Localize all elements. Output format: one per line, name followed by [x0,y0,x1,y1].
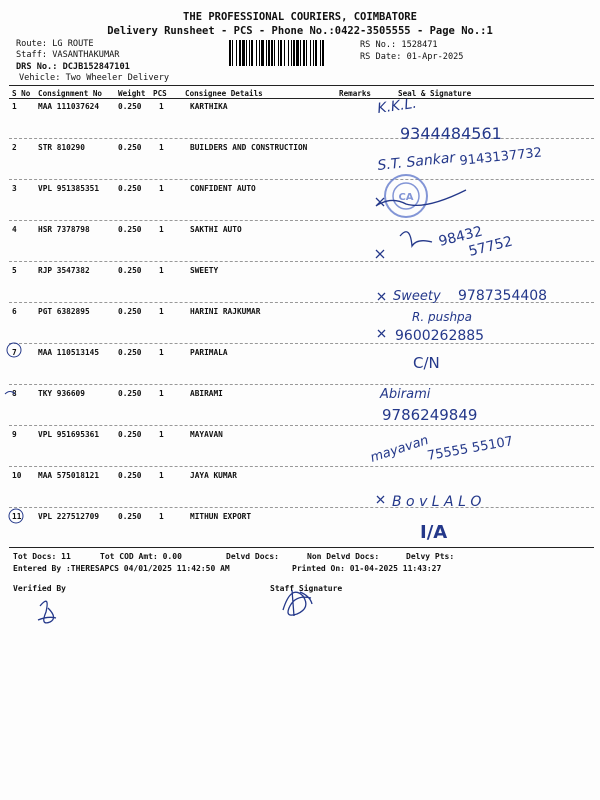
hw-row4-phone-a: 98432 [437,223,485,250]
cell-consignment: HSR 7378798 [38,225,90,234]
cell-consignee: KARTHIKA [190,102,228,111]
hw-row2-name: S.T. Sankar [376,149,456,174]
hw-row5-phone: 9787354408 [458,288,548,304]
cell-weight: 0.250 [118,184,142,193]
header-rule-bottom [9,98,594,99]
verified-by-label: Verified By [13,584,66,593]
row-divider [9,179,594,180]
cell-consignee: PARIMALA [190,348,228,357]
company-title: THE PROFESSIONAL COURIERS, COIMBATORE [183,11,417,23]
staff-label: Staff: VASANTHAKUMAR [16,50,120,60]
cell-sno: 5 [12,266,17,275]
hw-row5-name: Sweety [393,289,441,304]
cell-consignment: TKY 936609 [38,389,85,398]
cell-consignee: JAYA KUMAR [190,471,237,480]
hw-row1-name: K.K.L. [376,95,418,117]
rs-number: RS No.: 1528471 [360,40,438,50]
row-divider [9,425,594,426]
cell-weight: 0.250 [118,143,142,152]
cell-sno: 7 [12,348,17,357]
col-consignment: Consignment No [38,89,103,98]
row-divider [9,466,594,467]
cell-consignment: VPL 951695361 [38,430,100,439]
cell-consignment: MAA 575018121 [38,471,100,480]
cell-consignment: STR 810290 [38,143,85,152]
cell-sno: 8 [12,389,17,398]
cell-consignment: MAA 110513145 [38,348,100,357]
cell-pcs: 1 [159,307,164,316]
cell-consignee: MAYAVAN [190,430,223,439]
cell-weight: 0.250 [118,430,142,439]
hw-row5-mark [378,293,385,300]
verified-signature [38,601,56,623]
cell-pcs: 1 [159,143,164,152]
cell-sno: 11 [12,512,22,521]
cell-sno: 9 [12,430,17,439]
cell-sno: 2 [12,143,17,152]
cell-pcs: 1 [159,389,164,398]
hw-row11-mark: I/A [420,522,448,543]
col-seal-signature: Seal & Signature [398,89,472,98]
cell-consignment: RJP 3547382 [38,266,90,275]
cell-consignee: ABIRAMI [190,389,223,398]
barcode [229,40,354,66]
cell-consignee: BUILDERS AND CONSTRUCTION [190,143,308,152]
cell-pcs: 1 [159,225,164,234]
cell-sno: 4 [12,225,17,234]
col-weight: Weight [118,89,146,98]
hw-row10-mark [377,496,384,503]
vehicle-label: Vehicle: Two Wheeler Delivery [19,73,170,83]
header-rule-top [9,85,594,86]
cell-weight: 0.250 [118,512,142,521]
cell-sno: 1 [12,102,17,111]
hw-row6-name: R. pushpa [412,310,473,324]
cell-consignment: PGT 6382895 [38,307,90,316]
hw-row8-phone: 9786249849 [382,406,478,424]
row-divider [9,220,594,221]
col-sno: S No [12,89,31,98]
cell-weight: 0.250 [118,471,142,480]
cell-sno: 3 [12,184,17,193]
printed-on: Printed On: 01-04-2025 11:43:27 [292,564,442,573]
runsheet-subtitle: Delivery Runsheet - PCS - Phone No.:0422-3505555 - Page No.:1 [107,25,493,37]
cell-pcs: 1 [159,471,164,480]
tot-cod-amt: Tot COD Amt: 0.00 [100,552,182,561]
non-delvd-docs: Non Delvd Docs: [307,552,380,561]
row-divider [9,384,594,385]
col-pcs: PCS [153,89,167,98]
cell-pcs: 1 [159,348,164,357]
cell-pcs: 1 [159,512,164,521]
hw-row6-mark [378,330,385,337]
cell-consignment: VPL 951385351 [38,184,100,193]
cell-pcs: 1 [159,430,164,439]
hw-row4-signature [376,232,432,258]
staff-signature-label: Staff Signature [270,584,343,593]
drs-number: DRS No.: DCJB152847101 [16,62,130,72]
cell-consignee: CONFIDENT AUTO [190,184,256,193]
staff-signature [283,590,312,616]
cell-pcs: 1 [159,266,164,275]
entered-by: Entered By :THERESAPCS 04/01/2025 11:42:50 AM [13,564,230,573]
hw-row4-phone-b: 57752 [467,233,515,260]
hw-row6-phone: 9600262885 [395,328,485,344]
hw-row7-mark: C/N [413,354,440,372]
hw-row3-signature [376,190,466,206]
delvd-docs: Delvd Docs: [226,552,279,561]
row-divider [9,343,594,344]
cell-consignee: SAKTHI AUTO [190,225,242,234]
cell-consignee: SWEETY [190,266,219,275]
hw-row1-phone: 9344484561 [400,124,502,143]
cell-consignee: MITHUN EXPORT [190,512,252,521]
row-divider [9,261,594,262]
row-divider [9,302,594,303]
cell-weight: 0.250 [118,102,142,111]
col-remarks: Remarks [339,89,372,98]
cell-consignment: MAA 111037624 [38,102,100,111]
cell-weight: 0.250 [118,225,142,234]
cell-pcs: 1 [159,102,164,111]
hw-row2-phone: 9143137732 [458,145,543,169]
delvy-pts: Delvy Pts: [406,552,455,561]
hw-row8-name: Abirami [380,387,431,402]
stamp-text: CA [398,192,414,203]
rs-date: RS Date: 01-Apr-2025 [360,52,464,62]
cell-weight: 0.250 [118,389,142,398]
tot-docs: Tot Docs: 11 [13,552,71,561]
cell-sno: 6 [12,307,17,316]
row-divider [9,138,594,139]
cell-consignment: VPL 227512709 [38,512,100,521]
cell-sno: 10 [12,471,22,480]
hw-row9-phone: 75555 55107 [426,434,515,464]
hw-row9-name: mayavan [368,432,431,466]
row-divider [9,507,594,508]
seal-stamp [385,175,427,217]
hw-row10-name: B o v L A L O [392,494,482,510]
cell-weight: 0.250 [118,307,142,316]
col-consignee: Consignee Details [185,89,263,98]
cell-weight: 0.250 [118,348,142,357]
route-label: Route: LG ROUTE [16,39,94,49]
cell-weight: 0.250 [118,266,142,275]
cell-pcs: 1 [159,184,164,193]
footer-rule [9,547,594,548]
cell-consignee: HARINI RAJKUMAR [190,307,261,316]
